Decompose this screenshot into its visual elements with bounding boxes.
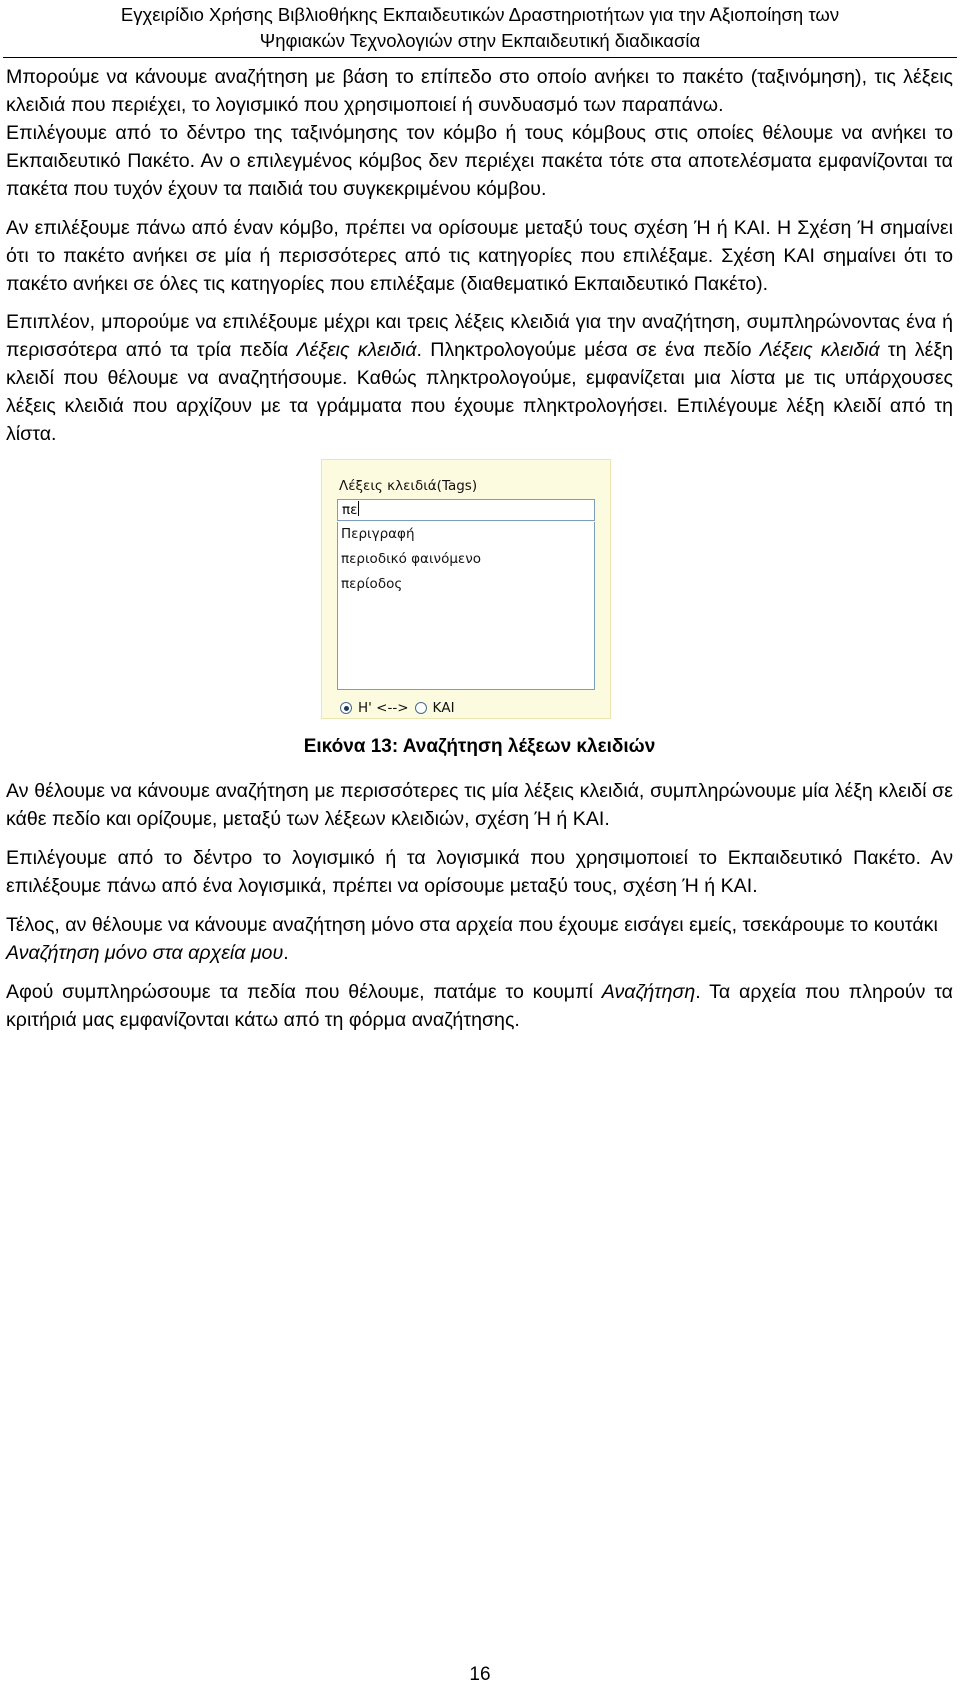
page-number: 16	[469, 1664, 491, 1685]
header-divider	[3, 57, 957, 58]
my-files-checkbox-term: Αναζήτηση μόνο στα αρχεία μου	[6, 942, 284, 964]
paragraph-my-files: Τέλος, αν θέλουμε να κάνουμε αναζήτηση μόνο στα αρχεία που έχουμε εισάγει εμείς, τσεκάρουμε το κουτάκι Αναζήτηση μόνο στα αρχεία μου.	[6, 914, 938, 964]
keywords-suggestion-list	[337, 522, 595, 690]
page-header	[0, 2, 960, 54]
keywords-field-term: Λέξεις κλειδιά	[759, 339, 880, 361]
paragraph-search-intro: Μπορούμε να κάνουμε αναζήτηση με βάση το επίπεδο στο οποίο ανήκει το πακέτο (ταξινόμηση), τις λέξεις κλειδιά που περιέχει, το λογισμικό που χρησιμοποιεί ή συνδυασμό των παραπάνω.	[6, 66, 953, 116]
keywords-field-label: Λέξεις κλειδιά(Tags)	[339, 478, 478, 494]
document-body	[6, 63, 953, 1045]
keywords-input-value: πε	[342, 502, 358, 518]
suggestion-item[interactable]: περιοδικό φαινόμενο	[341, 551, 482, 567]
radio-and-label: ΚΑΙ	[432, 700, 455, 716]
radio-or[interactable]	[340, 702, 352, 714]
suggestion-item[interactable]: περίοδος	[341, 576, 403, 592]
paragraph-software-tree: Επιλέγουμε από το δέντρο το λογισμικό ή τα λογισμικά που χρησιμοποιεί το Εκπαιδευτικό Πακέτο. Αν επιλέξουμε πάνω από ένα λογισμικά, πρέπει να ορίσουμε μεταξύ τους, σχέση Ή ή ΚΑΙ.	[6, 847, 953, 897]
radio-and[interactable]	[415, 702, 427, 714]
header-line-2: Ψηφιακών Τεχνολογιών στην Εκπαιδευτική διαδικασία	[259, 30, 701, 51]
keywords-input[interactable]	[337, 499, 595, 521]
paragraph-search-button: Αφού συμπληρώσουμε τα πεδία που θέλουμε, πατάμε το κουμπί Αναζήτηση. Τα αρχεία που πληρούν τα κριτήριά μας εμφανίζονται κάτω από τη φόρμα αναζήτησης.	[6, 981, 953, 1031]
suggestion-item[interactable]: Περιγραφή	[341, 526, 415, 542]
paragraph-keywords: Επιπλέον, μπορούμε να επιλέξουμε μέχρι και τρεις λέξεις κλειδιά για την αναζήτηση, συμπληρώνοντας ένα ή περισσότερα από τα τρία πεδία Λέξεις κλειδιά. Πληκτρολογούμε μέσα σε ένα πεδίο Λέξεις κλειδιά τη λέξη κλειδί που θέλουμε να αναζητήσουμε. Καθώς πληκτρολογούμε, εμφανίζεται μια λίστα με τις υπάρχουσες λέξεις κλειδιά που αρχίζουν με τα γράμματα που έχουμε πληκτρολογήσει. Επιλέγουμε λέξη κλειδί από τη λίστα.	[6, 311, 953, 445]
paragraph-taxonomy-tree: Επιλέγουμε από το δέντρο της ταξινόμησης τον κόμβο ή τους κόμβους στις οποίες θέλουμε να ανήκει το Εκπαιδευτικό Πακέτο. Αν ο επιλεγμένος κόμβος δεν περιέχει πακέτα τότε στα αποτελέσματα εμφανίζονται τα πακέτα που τυχόν έχουν τα παιδιά του συγκεκριμένου κόμβου.	[6, 122, 953, 200]
figure-caption: Εικόνα 13: Αναζήτηση λέξεων κλειδιών	[303, 736, 656, 757]
paragraph-node-relation: Αν επιλέξουμε πάνω από έναν κόμβο, πρέπει να ορίσουμε μεταξύ τους σχέση Ή ή ΚΑΙ. Η Σχέση Ή σημαίνει ότι το πακέτο ανήκει σε μία ή περισσότερες από τις κατηγορίες που επιλέξαμε. Σχέση ΚΑΙ σημαίνει ότι το πακέτο ανήκει σε όλες τις κατηγορίες που επιλέξαμε (διαθεματικό Εκπαιδευτικό Πακέτο).	[6, 217, 953, 295]
header-line-1: Εγχειρίδιο Χρήσης Βιβλιοθήκης Εκπαιδευτικών Δραστηριοτήτων για την Αξιοποίηση των	[120, 4, 840, 25]
radio-or-label: Η' <-->	[358, 700, 409, 716]
search-button-term: Αναζήτηση	[601, 981, 696, 1003]
keywords-widget-screenshot	[321, 459, 611, 719]
keywords-field-term: Λέξεις κλειδιά	[296, 339, 417, 361]
relation-radio-group	[340, 694, 455, 722]
paragraph-multiple-keywords: Αν θέλουμε να κάνουμε αναζήτηση με περισσότερες τις μία λέξεις κλειδιά, συμπληρώνουμε μία λέξη κλειδί σε κάθε πεδίο και ορίζουμε, μεταξύ των λέξεων κλειδιών, σχέση Ή ή ΚΑΙ.	[6, 780, 953, 830]
figure-container	[6, 459, 953, 721]
text-caret	[358, 501, 359, 516]
